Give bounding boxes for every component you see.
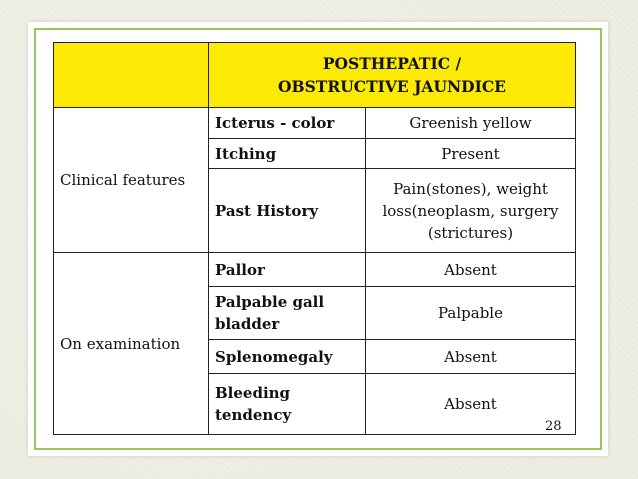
value-bleeding-tendency: Absent bbox=[366, 374, 576, 435]
group-clinical-features: Clinical features bbox=[54, 108, 209, 253]
feature-bleeding-line2: tendency bbox=[215, 406, 292, 424]
value-past-history-line1: Pain(stones), weight bbox=[393, 179, 548, 198]
value-past-history-line3: (strictures) bbox=[427, 223, 514, 242]
value-splenomegaly: Absent bbox=[366, 340, 576, 374]
header-title-cell bbox=[209, 43, 576, 108]
value-past-history bbox=[366, 169, 576, 253]
table-header-row bbox=[54, 43, 576, 108]
feature-past-history: Past History bbox=[209, 169, 366, 253]
feature-palpable-line2: bladder bbox=[215, 315, 280, 333]
value-itching: Present bbox=[366, 139, 576, 169]
header-empty-cell bbox=[54, 43, 209, 108]
jaundice-comparison-table bbox=[53, 42, 576, 435]
value-pallor: Absent bbox=[366, 253, 576, 287]
value-palpable-gall-bladder: Palpable bbox=[366, 287, 576, 340]
feature-palpable-gall-bladder bbox=[209, 287, 366, 340]
feature-bleeding-line1: Bleeding bbox=[215, 384, 291, 402]
group-on-examination: On examination bbox=[54, 253, 209, 435]
feature-icterus: Icterus - color bbox=[209, 108, 366, 139]
feature-pallor: Pallor bbox=[209, 253, 366, 287]
page-number: 28 bbox=[545, 419, 562, 434]
value-icterus: Greenish yellow bbox=[366, 108, 576, 139]
feature-bleeding-tendency bbox=[209, 374, 366, 435]
table-row bbox=[54, 108, 576, 139]
table-row bbox=[54, 253, 576, 287]
header-title-line2: OBSTRUCTIVE JAUNDICE bbox=[278, 77, 506, 96]
feature-palpable-line1: Palpable gall bbox=[215, 293, 325, 311]
value-past-history-line2: loss(neoplasm, surgery bbox=[382, 201, 559, 220]
feature-itching: Itching bbox=[209, 139, 366, 169]
feature-splenomegaly: Splenomegaly bbox=[209, 340, 366, 374]
header-title-line1: POSTHEPATIC / bbox=[322, 54, 462, 73]
